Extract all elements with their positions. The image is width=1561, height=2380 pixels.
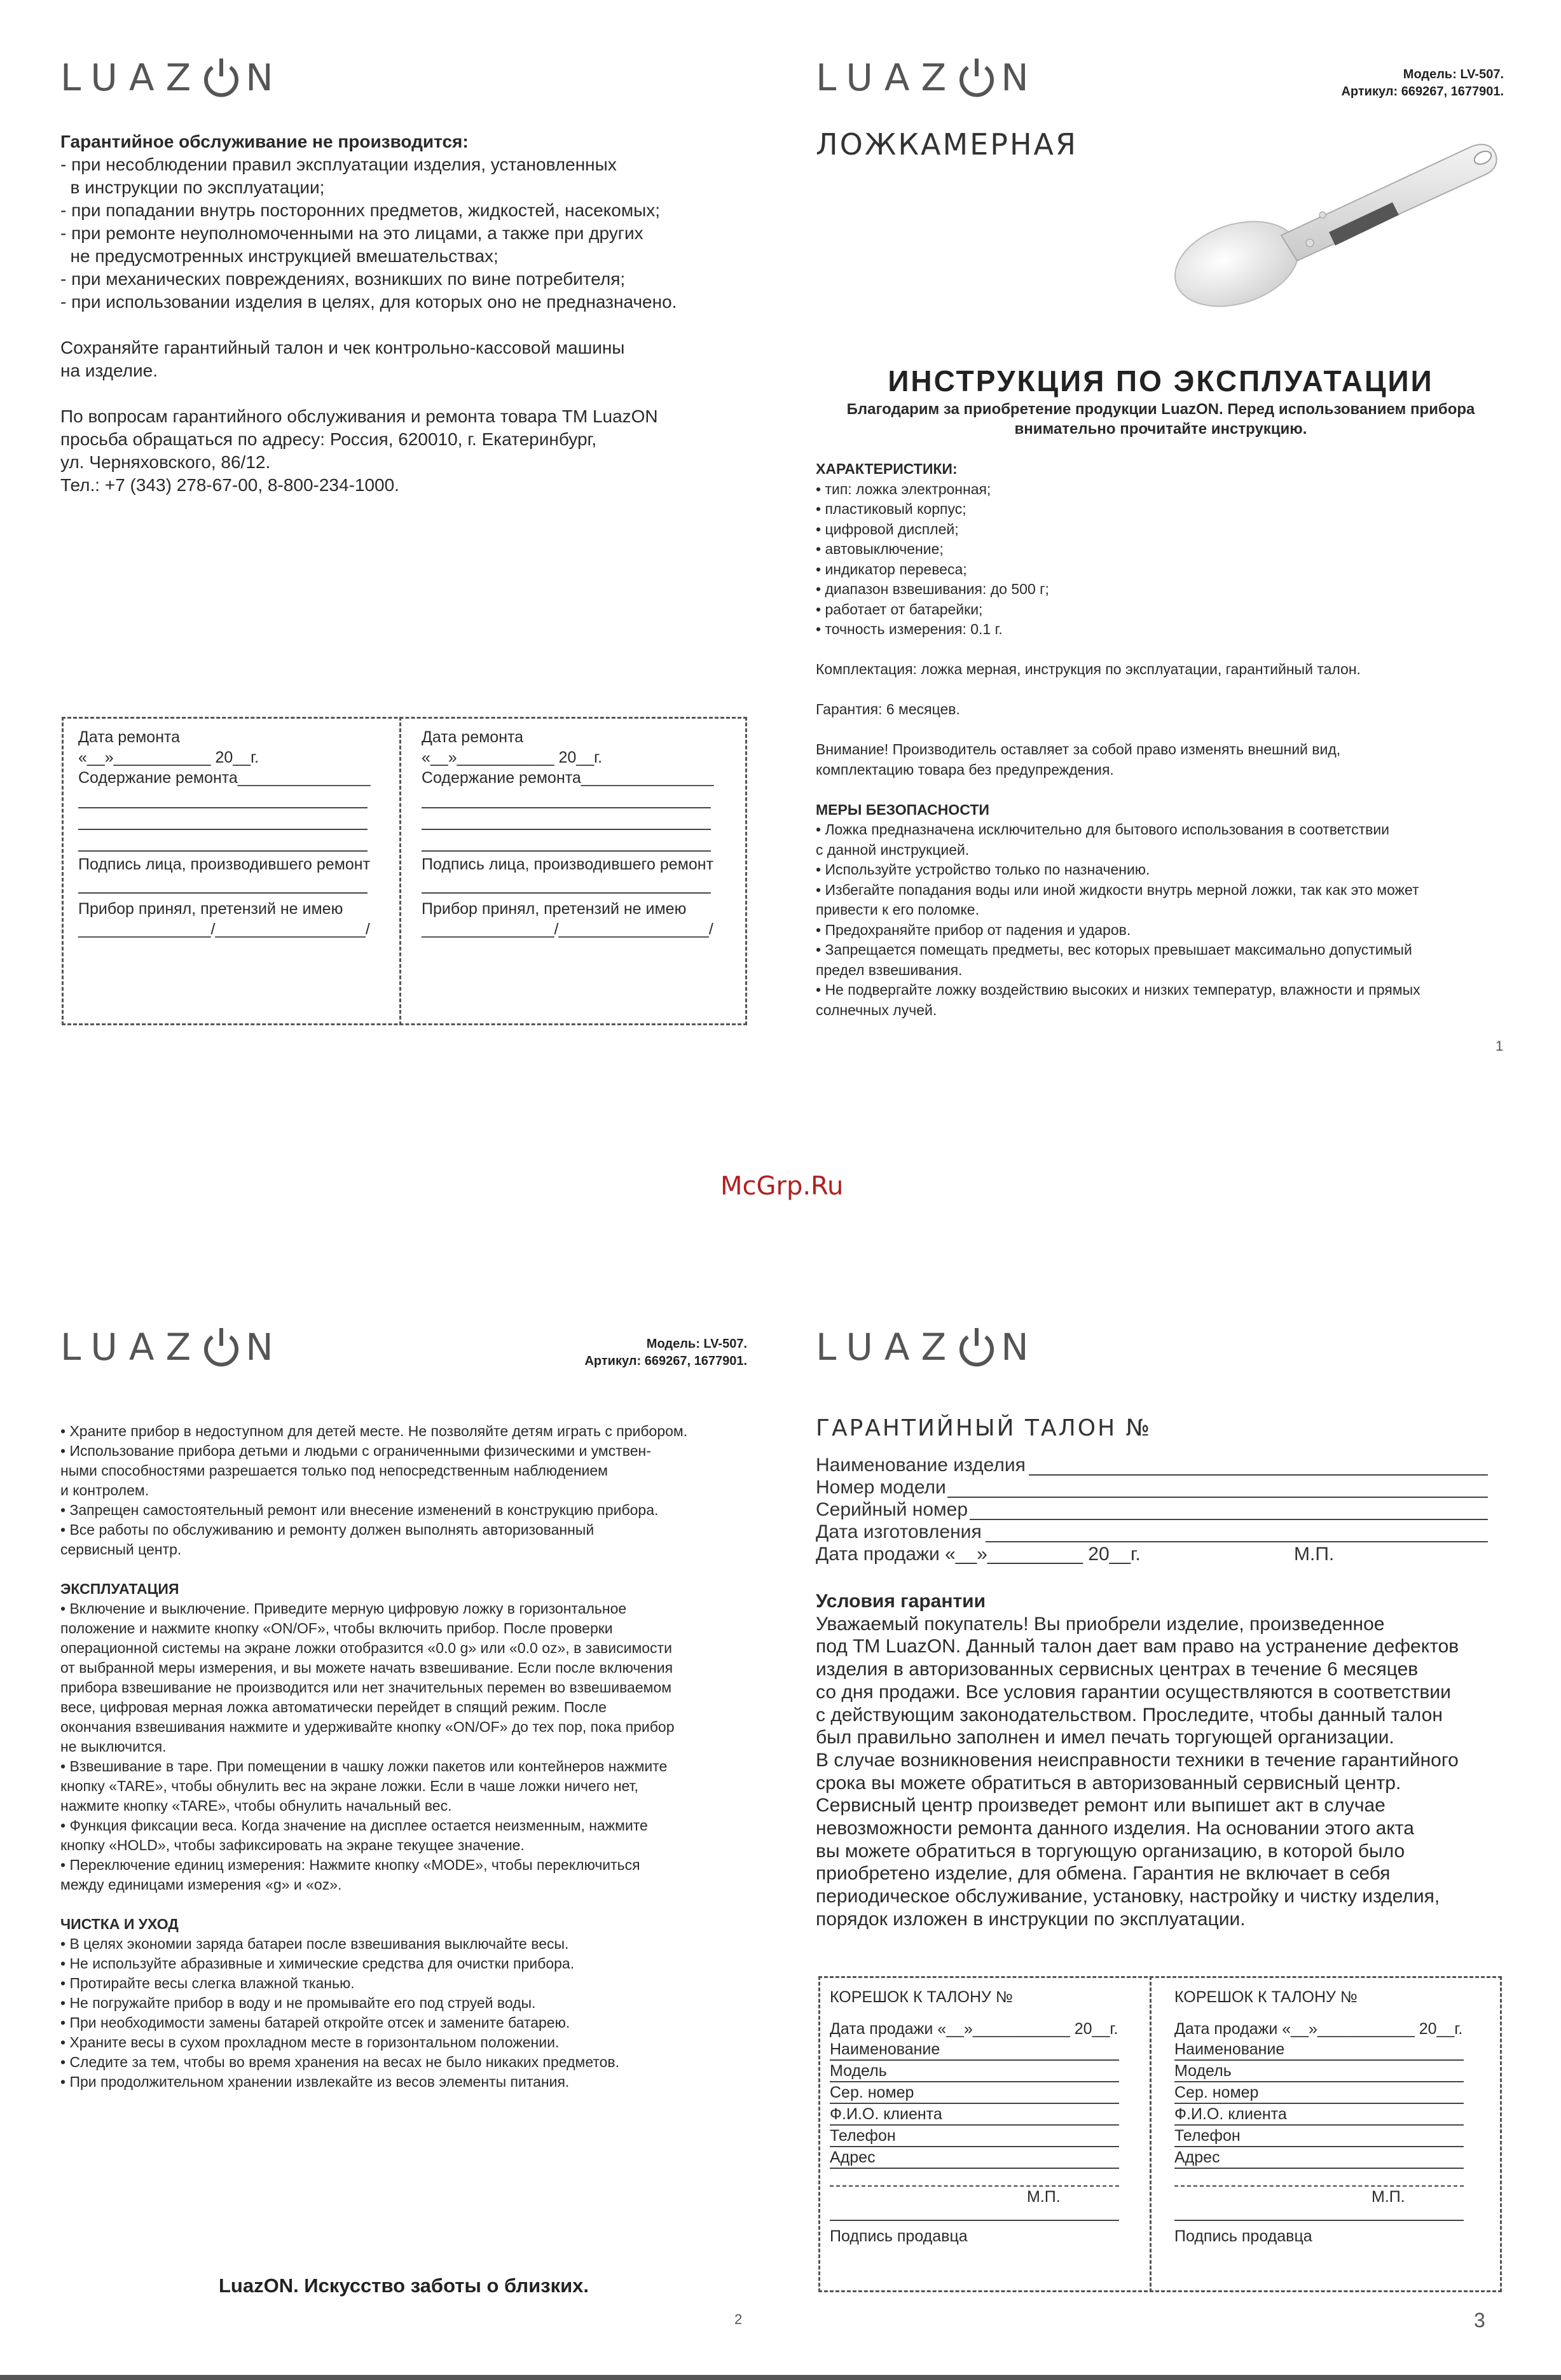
field-label: Серийный номер (816, 1499, 968, 1520)
field-label: Дата изготовления (816, 1521, 982, 1542)
warranty-conditions: Условия гарантии Уважаемый покупатель! Вы приобрели изделие, произведенное под ТМ LuazON. Данный талон дает вам право на устранение дефектов изделия в авторизованных сервисных центрах в течение 6 месяцев со дня продажи. Все условия гарантии осуществляются в соответствии с действующим законодательством. Проследите, чтобы данный талон был правильно заполнен и имел печать торгующей организации. В случае возникновения неисправности техники в течение гарантийного срока вы можете обратиться в авторизованный сервисный центр. Сервисный центр произведет ремонт или выпишет акт в случае невозможности ремонта данного изделия. На основании этого акта вы можете обратиться в торгующую организацию, в которой было приобретено изделие, для обмена. Гарантия не включает в себя периодическое обслуживание, установку, настройку и чистку изделия, порядок изложен в инструкции по эксплуатации. (816, 1591, 1459, 1930)
warranty-stub: КОРЕШОК К ТАЛОНУ № Дата продажи «__»___________ 20__г. Наименование Модель Сер. номер Ф.И.О. клиента Телефон Адрес М.П. Подпись продавца (830, 1988, 1118, 2245)
power-icon (203, 57, 239, 98)
logo-text: LUAZ (60, 56, 203, 99)
model-info: Модель: LV-507. Артикул: 669267, 1677901. (584, 1337, 747, 1368)
power-icon (959, 1327, 994, 1367)
field-line[interactable] (1029, 1474, 1488, 1476)
stamp-place: М.П. (1294, 1544, 1335, 1565)
warranty-stub: КОРЕШОК К ТАЛОНУ № Дата продажи «__»___________ 20__г. Наименование Модель Сер. номер Ф.И.О. клиента Телефон Адрес М.П. Подпись продавца (1174, 1988, 1463, 2245)
repair-coupon: Дата ремонта «__»___________ 20__г. Содержание ремонта_______________ Подпись лица, производившего ремонт Прибор принял, претензий не имею _______________/_________________/ (422, 728, 714, 938)
field-line[interactable] (986, 1541, 1488, 1542)
brand-logo: LUAZ N (816, 56, 1040, 99)
product-title: ЛОЖКАМЕРНАЯ (816, 127, 1078, 162)
section-heading: ЭКСПЛУАТАЦИЯ (60, 1581, 179, 1597)
brand-logo: LUAZ N (60, 1325, 285, 1369)
section-heading: Гарантийное обслуживание не производится: (60, 132, 469, 151)
repair-coupon: Дата ремонта «__»___________ 20__г. Содержание ремонта_______________ Подпись лица, производившего ремонт Прибор принял, претензий не имею _______________/_________________/ (78, 728, 371, 938)
characteristics: ХАРАКТЕРИСТИКИ: • тип: ложка электронная; • пластиковый корпус; • цифровой дисплей; • автовыключение; • индикатор перевеса; • диапазон взвешивания: до 500 г; • работает от батарейки; • точность измерения: 0.1 г. Комплектация: ложка мерная, инструкция по эксплуатации, гарантийный талон. Гарантия: 6 месяцев. Внимание! Производитель оставляет за собой право изменять внешний вид, комплектацию товара без предупреждения. МЕРЫ БЕЗОПАСНОСТИ • Ложка предназначена исключительно для бытового использования в соответствии с данной инструкцией. • Используйте устройство только по назначению. • Избегайте попадания воды или иной жидкости внутрь мерной ложки, так как это может привести к его поломке. • Предохраняйте прибор от падения и ударов. • Запрещается помещать предметы, вес которых превышает максимально допустимый предел взвешивания. • Не подвергайте ложку воздействию высоких и низких температур, влажности и прямых солнечных лучей. (816, 460, 1420, 1018)
thanks-text: Благодарим за приобретение продукции LuazON. Перед использованием прибора внимательно прочитайте инструкцию. (846, 401, 1475, 438)
field-line[interactable] (970, 1519, 1488, 1520)
page-number: 2 (734, 2311, 743, 2327)
watermark: McGrp.Ru (720, 1172, 844, 1201)
brand-logo: LUAZ N (816, 1325, 1040, 1369)
field-label: Номер модели (816, 1477, 946, 1498)
warranty-card-title: ГАРАНТИЙНЫЙ ТАЛОН № (816, 1415, 1152, 1441)
field-line[interactable] (947, 1497, 1488, 1498)
power-icon (959, 57, 994, 98)
brand-logo: LUAZ N (60, 56, 285, 99)
model-info: Модель: LV-507. Артикул: 669267, 1677901. (1341, 67, 1504, 99)
spoon-scale-image (1173, 134, 1513, 308)
page-number: 1 (1496, 1038, 1504, 1054)
instructions-continued: • Храните прибор в недоступном для детей месте. Не позволяйте детям играть с прибором. • Использование прибора детьми и людьми с ограниченными физическими и умствен- ными способностями разрешается только под непосредственным наблюдением и контролем. • Запрещен самостоятельный ремонт или внесение изменений в конструкцию прибора. • Все работы по обслуживанию и ремонту должен выполнять авторизованный сервисный центр. ЭКСПЛУАТАЦИЯ • Включение и выключение. Приведите мерную цифровую ложку в горизонтальное положение и нажмите кнопку «ON/OF», чтобы включить прибор. После проверки операционной системы на экране ложки отобразится «0.0 g» или «0.0 oz», в зависимости от выбранной меры измерения, и вы можете начать взвешивание. Если после включения прибора взвешивание не производится или нет значительных перемен во взвешиваемом весе, цифровая мерная ложка автоматически перейдет в спящий режим. После окончания взвешивания нажмите и удерживайте кнопку «ON/OF» до тех пор, пока прибор не выключится. • Взвешивание в таре. При помещении в чашку ложки пакетов или контейнеров нажмите кнопку «TARE», чтобы обнулить вес на экране ложки. Если в чаше ложки ничего нет, нажмите кнопку «TARE», чтобы обнулить начальный вес. • Функция фиксации веса. Когда значение на дисплее остается неизменным, нажмите кнопку «HOLD», чтобы зафиксировать на экране текущее значение. • Переключение единиц измерения: Нажмите кнопку «MODE», чтобы переключиться между единицами измерения «g» и «oz». ЧИСТКА И УХОД • В целях экономии заряда батареи после взвешивания выключайте весы. • Не используйте абразивные и химические средства для очистки прибора. • Протирайте весы слегка влажной тканью. • Не погружайте прибор в воду и не промывайте его под струей воды. • При необходимости замены батарей откройте отсек и замените батарею. • Храните весы в сухом прохладном месте в горизонтальном положении. • Следите за тем, чтобы во время хранения на весах не было никаких предметов. • При продолжительном хранении извлекайте из весов элементы питания. (60, 1422, 760, 2092)
slogan: LuazON. Искусство заботы о близких. (218, 2274, 589, 2297)
power-icon (203, 1327, 239, 1367)
field-label: Наименование изделия (816, 1455, 1026, 1476)
page-number: 3 (1474, 2309, 1485, 2332)
bottom-border (0, 2375, 1561, 2380)
section-heading: ЧИСТКА И УХОД (60, 1916, 179, 1932)
sale-date: Дата продажи «__»_________ 20__г. (816, 1544, 1141, 1565)
warranty-exclusions: Гарантийное обслуживание не производится: - при несоблюдении правил эксплуатации изделия, установленных в инструкции по эксплуатации; - при попадании внутрь посторонних предметов, жидкостей, насекомых; - при ремонте неуполномоченными на это лицами, а также при других не предусмотренных инструкцией вмешательствах; - при механических повреждениях, возникших по вине потребителя; - при использовании изделия в целях, для которых оно не предназначено. Сохраняйте гарантийный талон и чек контрольно-кассовой машины на изделие. По вопросам гарантийного обслуживания и ремонта товара ТМ LuazON просьба обращаться по адресу: Россия, 620010, г. Екатеринбург, ул. Черняховского, 86/12. Тел.: +7 (343) 278-67-00, 8-800-234-1000. (60, 130, 760, 497)
instruction-title: ИНСТРУКЦИЯ ПО ЭКСПЛУАТАЦИИ (888, 364, 1434, 398)
